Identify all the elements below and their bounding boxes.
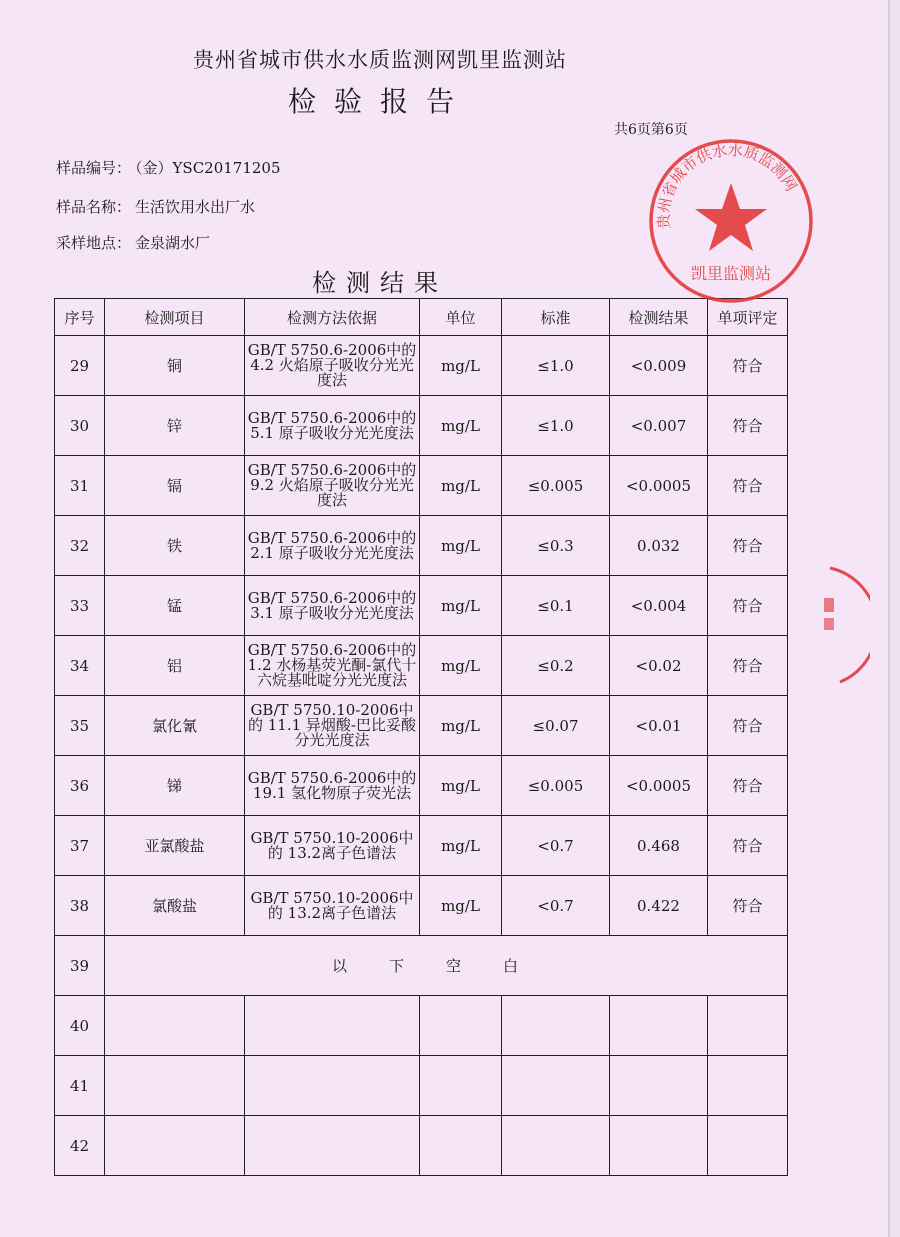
- cell-verdict: 符合: [708, 696, 788, 756]
- report-title: 检验报告: [287, 85, 472, 118]
- sample-id-line: [56, 157, 281, 178]
- cell-method: GB/T 5750.10-2006中的 11.1 异烟酸-巴比妥酸分光光度法: [245, 696, 420, 756]
- empty-row: [55, 1056, 788, 1116]
- cell-method: GB/T 5750.6-2006中的 9.2 火焰原子吸收分光光度法: [245, 456, 420, 516]
- cell-standard: ≤0.1: [502, 576, 610, 636]
- cell-verdict: 符合: [708, 456, 788, 516]
- cell-no: 35: [55, 696, 105, 756]
- cell-standard: <0.7: [502, 876, 610, 936]
- cell-result: <0.004: [610, 576, 708, 636]
- cell-verdict: 符合: [708, 816, 788, 876]
- cell-standard: ≤0.3: [502, 516, 610, 576]
- table-row: [55, 756, 788, 816]
- cell-method: GB/T 5750.6-2006中的 19.1 氢化物原子荧光法: [245, 756, 420, 816]
- cell-method: GB/T 5750.6-2006中的 4.2 火焰原子吸收分光光度法: [245, 336, 420, 396]
- cell-no: 40: [55, 996, 105, 1056]
- col-header-method: 检测方法依据: [245, 299, 420, 336]
- page-info: 共6页第6页: [614, 122, 688, 138]
- sample-name-value: 生活饮用水出厂水: [135, 198, 256, 216]
- cell-no: 39: [55, 936, 105, 996]
- col-header-result: 检测结果: [610, 299, 708, 336]
- cell-result: <0.02: [610, 636, 708, 696]
- cell-unit: mg/L: [420, 636, 502, 696]
- cell-no: 29: [55, 336, 105, 396]
- table-row: [55, 636, 788, 696]
- cell-result: 0.032: [610, 516, 708, 576]
- cell-result: <0.009: [610, 336, 708, 396]
- cell-method: GB/T 5750.6-2006中的 2.1 原子吸收分光光度法: [245, 516, 420, 576]
- table-row: [55, 456, 788, 516]
- cell-unit: mg/L: [420, 336, 502, 396]
- cell-unit: mg/L: [420, 876, 502, 936]
- cell-item: 锰: [105, 576, 245, 636]
- cell-verdict: 符合: [708, 336, 788, 396]
- cell-verdict: 符合: [708, 636, 788, 696]
- col-header-no: 序号: [55, 299, 105, 336]
- cell-standard: ≤0.07: [502, 696, 610, 756]
- cell-verdict: 符合: [708, 396, 788, 456]
- col-header-verdict: 单项评定: [708, 299, 788, 336]
- col-header-item: 检测项目: [105, 299, 245, 336]
- sample-id-label: 样品编号：: [56, 159, 132, 177]
- sample-id-value: （金）YSC20171205: [135, 159, 281, 177]
- cell-no: 38: [55, 876, 105, 936]
- table-row: [55, 576, 788, 636]
- cell-method: GB/T 5750.6-2006中的 1.2 水杨基荧光酮-氯代十六烷基吡啶分光光度法: [245, 636, 420, 696]
- org-name: 贵州省城市供水水质监测网凯里监测站: [193, 48, 567, 72]
- cell-no: 37: [55, 816, 105, 876]
- cell-result: 0.468: [610, 816, 708, 876]
- sample-name-line: [56, 196, 255, 217]
- cell-unit: mg/L: [420, 696, 502, 756]
- cell-unit: mg/L: [420, 456, 502, 516]
- blank-marker-row: [55, 936, 788, 996]
- cell-item: 镉: [105, 456, 245, 516]
- cell-method: GB/T 5750.10-2006中的 13.2离子色谱法: [245, 876, 420, 936]
- table-row: [55, 336, 788, 396]
- cell-item: 铝: [105, 636, 245, 696]
- table-row: [55, 396, 788, 456]
- cell-unit: mg/L: [420, 516, 502, 576]
- empty-row: [55, 996, 788, 1056]
- cell-no: 41: [55, 1056, 105, 1116]
- table-row: [55, 696, 788, 756]
- col-header-standard: 标准: [502, 299, 610, 336]
- cell-item: 锌: [105, 396, 245, 456]
- cell-method: GB/T 5750.6-2006中的 3.1 原子吸收分光光度法: [245, 576, 420, 636]
- sample-site-line: [56, 232, 210, 253]
- cell-result: <0.007: [610, 396, 708, 456]
- cell-item: 锑: [105, 756, 245, 816]
- cell-result: 0.422: [610, 876, 708, 936]
- cell-unit: mg/L: [420, 816, 502, 876]
- cell-verdict: 符合: [708, 876, 788, 936]
- cell-no: 34: [55, 636, 105, 696]
- results-table: [54, 298, 788, 1176]
- cell-item: 氯酸盐: [105, 876, 245, 936]
- cell-standard: ≤0.2: [502, 636, 610, 696]
- section-title: 检测结果: [312, 269, 448, 297]
- sample-site-value: 金泉湖水厂: [135, 234, 211, 252]
- cell-standard: ≤0.005: [502, 756, 610, 816]
- cell-no: 36: [55, 756, 105, 816]
- cell-no: 31: [55, 456, 105, 516]
- cell-method: GB/T 5750.10-2006中的 13.2离子色谱法: [245, 816, 420, 876]
- cell-item: 亚氯酸盐: [105, 816, 245, 876]
- cell-no: 32: [55, 516, 105, 576]
- official-seal-stamp: [647, 137, 815, 305]
- seam-stamp-fragment: [800, 560, 870, 690]
- cell-unit: mg/L: [420, 756, 502, 816]
- cell-unit: mg/L: [420, 576, 502, 636]
- sample-site-label: 采样地点：: [56, 234, 132, 252]
- svg-text:贵州省城市供水水质监测网: 贵州省城市供水水质监测网: [654, 141, 801, 230]
- cell-no: 33: [55, 576, 105, 636]
- cell-unit: mg/L: [420, 396, 502, 456]
- cell-result: <0.0005: [610, 456, 708, 516]
- col-header-unit: 单位: [420, 299, 502, 336]
- cell-item: 氯化氰: [105, 696, 245, 756]
- table-row: [55, 816, 788, 876]
- cell-item: 铁: [105, 516, 245, 576]
- cell-no: 42: [55, 1116, 105, 1176]
- cell-no: 30: [55, 396, 105, 456]
- table-row: [55, 516, 788, 576]
- cell-item: 铜: [105, 336, 245, 396]
- cell-standard: ≤1.0: [502, 396, 610, 456]
- cell-verdict: 符合: [708, 516, 788, 576]
- table-row: [55, 876, 788, 936]
- cell-standard: <0.7: [502, 816, 610, 876]
- sample-name-label: 样品名称：: [56, 198, 132, 216]
- cell-verdict: 符合: [708, 576, 788, 636]
- cell-standard: ≤0.005: [502, 456, 610, 516]
- cell-result: <0.01: [610, 696, 708, 756]
- cell-standard: ≤1.0: [502, 336, 610, 396]
- blank-marker-text: 以下空白: [105, 936, 788, 996]
- cell-verdict: 符合: [708, 756, 788, 816]
- svg-text:凯里监测站: 凯里监测站: [690, 264, 772, 283]
- cell-method: GB/T 5750.6-2006中的 5.1 原子吸收分光光度法: [245, 396, 420, 456]
- cell-result: <0.0005: [610, 756, 708, 816]
- empty-row: [55, 1116, 788, 1176]
